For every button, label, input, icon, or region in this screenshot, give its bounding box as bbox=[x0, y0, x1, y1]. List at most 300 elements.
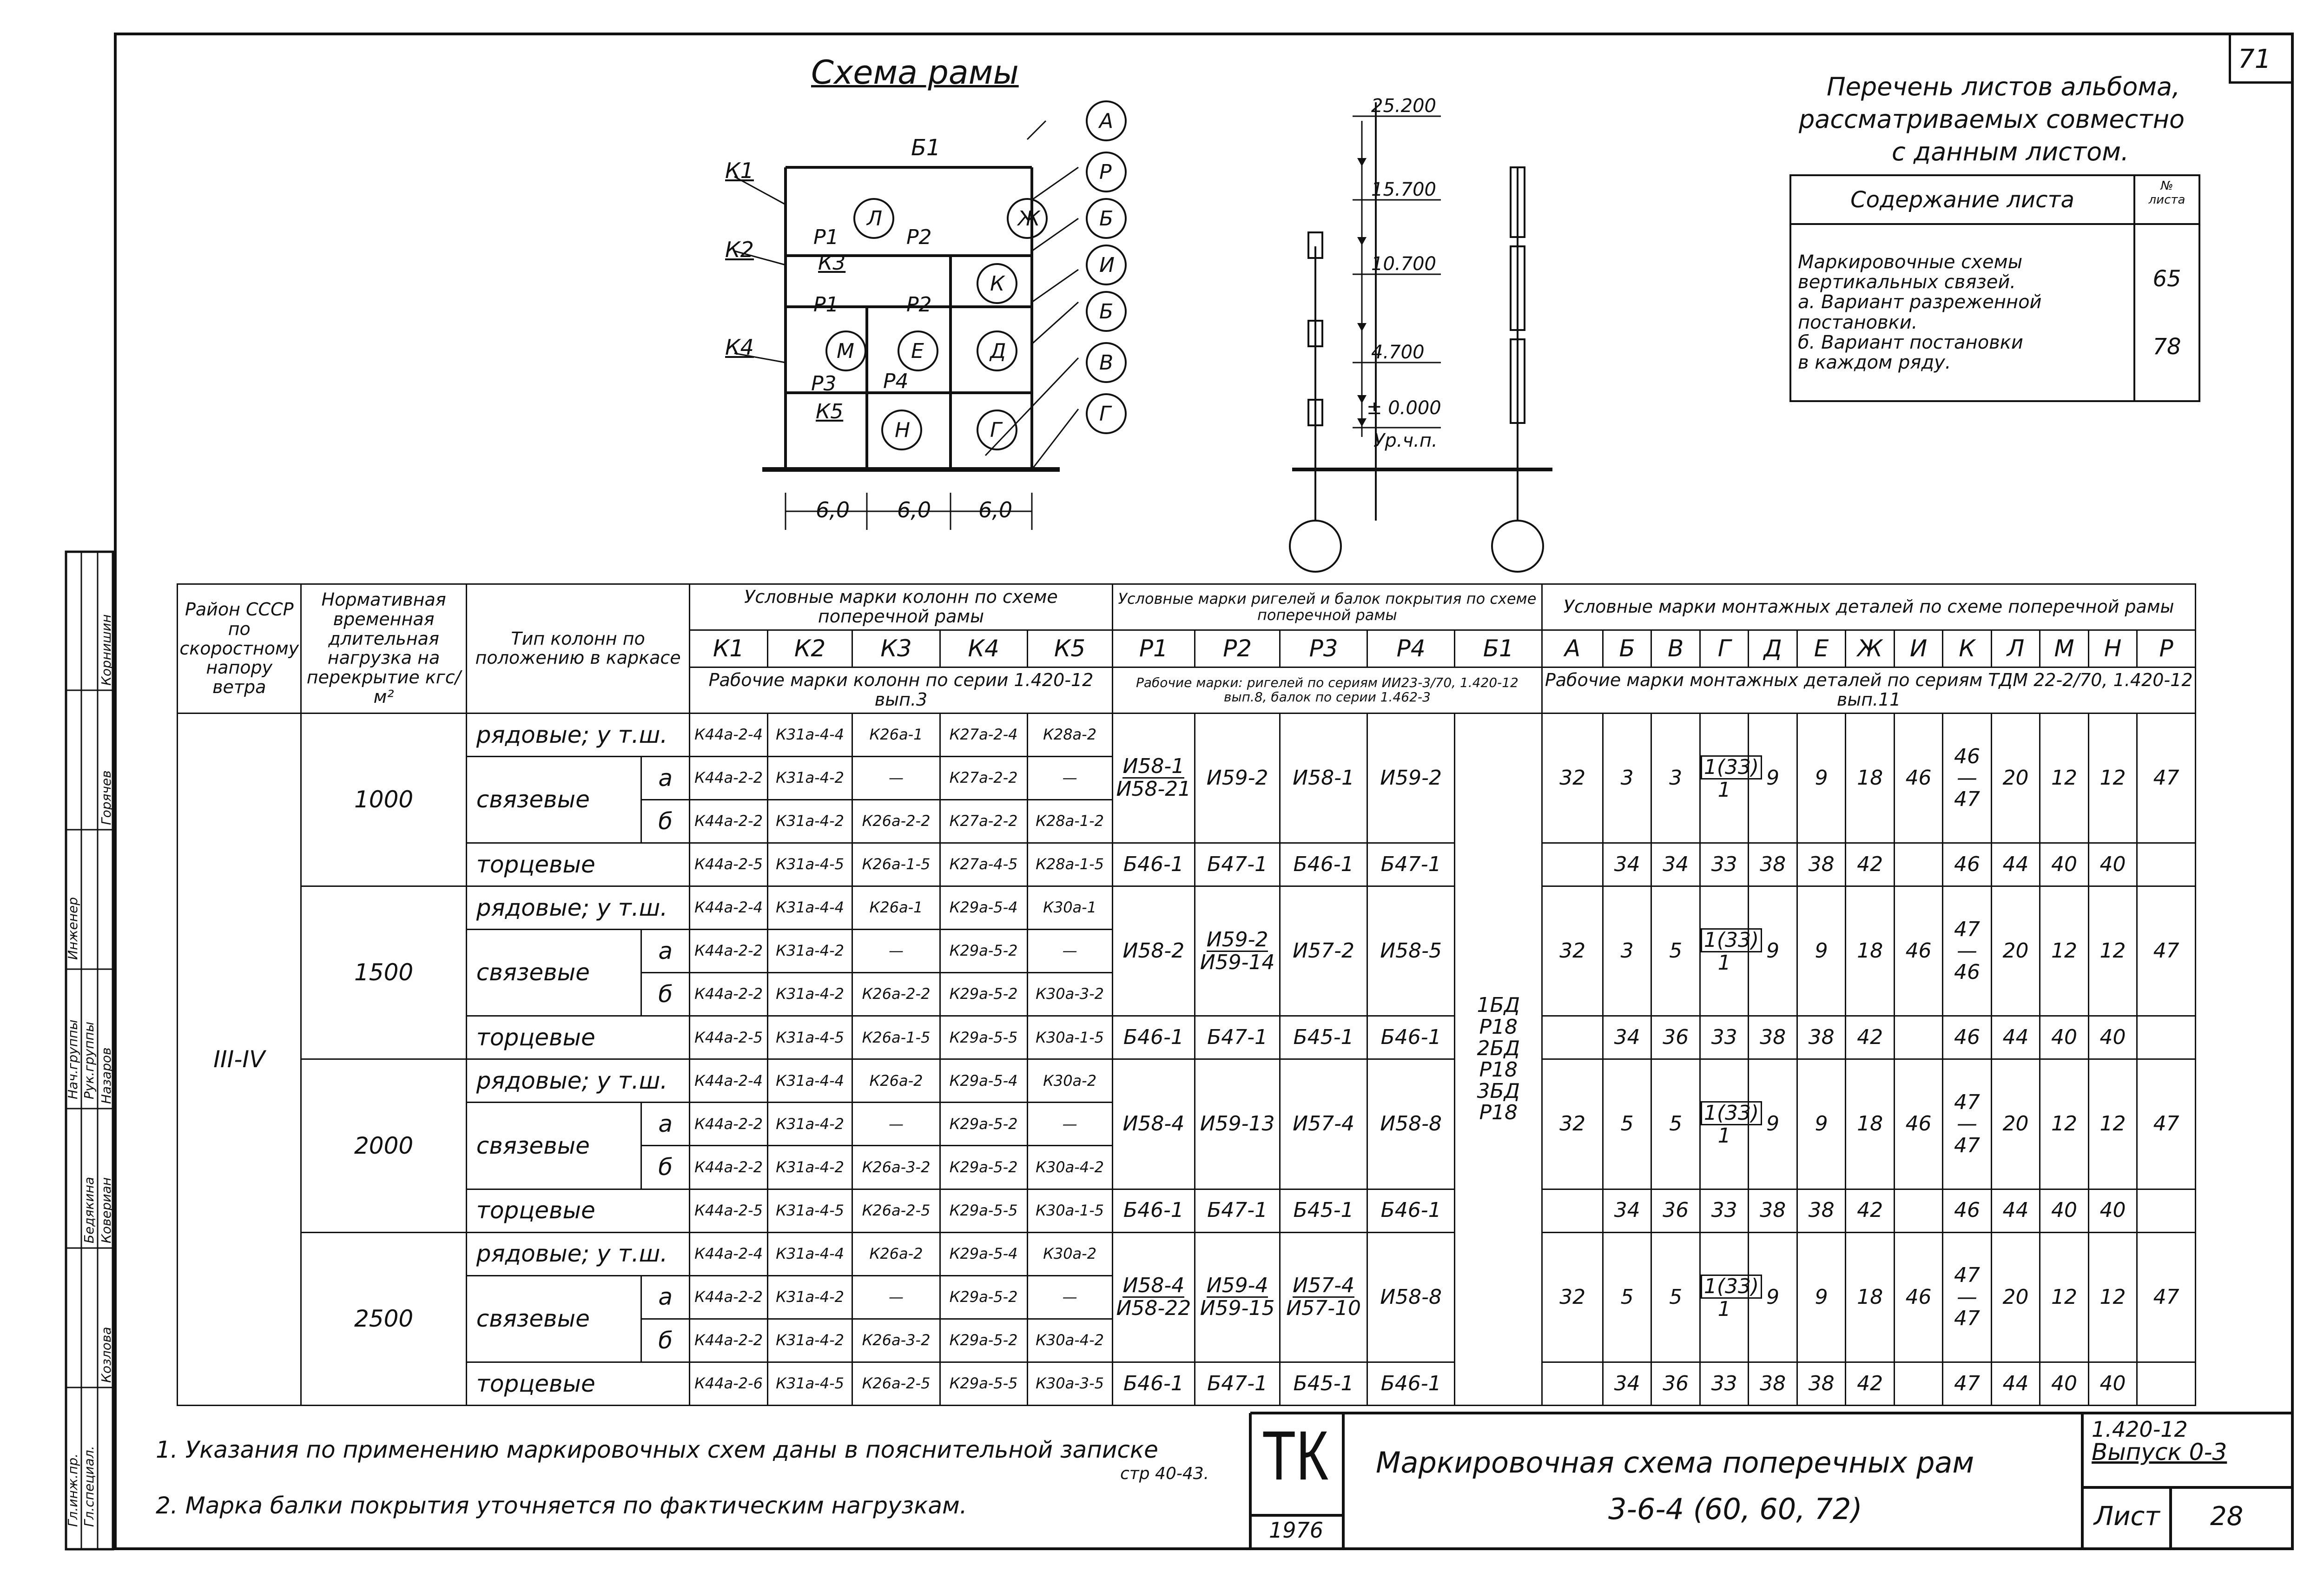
column-mark-tie-b: К26а-2-2 bbox=[852, 973, 940, 1016]
detail-mark: 32 bbox=[1542, 1059, 1603, 1189]
header-bar-mark: Р1 bbox=[1112, 630, 1195, 667]
column-mark-tie-a: К44а-2-2 bbox=[690, 930, 767, 973]
header-bar-mark: Р2 bbox=[1195, 630, 1280, 667]
column-mark-tie-b: К30а-4-2 bbox=[1027, 1319, 1112, 1362]
detail-mark-end: 38 bbox=[1797, 1362, 1845, 1405]
crossbar-mark-bottom: И58-22 bbox=[1116, 1296, 1191, 1321]
crossbar-mark-bottom: И59-14 bbox=[1200, 950, 1275, 974]
column-mark-tie-b: К29а-5-2 bbox=[940, 1319, 1027, 1362]
related-sheet-a: 65 bbox=[2152, 265, 2181, 292]
side-name-4: Ковериан bbox=[99, 1177, 114, 1243]
detail-mark-end: 40 bbox=[2040, 1189, 2088, 1232]
type-tie: связевые bbox=[466, 930, 641, 1016]
column-mark-end: К44а-2-5 bbox=[690, 1016, 767, 1059]
detail-mark: 9 bbox=[1749, 713, 1797, 843]
detail-mark-end: 38 bbox=[1797, 843, 1845, 886]
crossbar-mark-top: И57-4 bbox=[1293, 1274, 1354, 1298]
header-col-mark: К1 bbox=[690, 630, 767, 667]
column-mark-end: К29а-5-5 bbox=[940, 1362, 1027, 1405]
column-mark-end: К44а-2-5 bbox=[690, 1189, 767, 1232]
detail-mark-k bbox=[1943, 713, 1991, 843]
crossbar-mark-top: И57-2 bbox=[1293, 939, 1354, 963]
detail-mark-g bbox=[1700, 713, 1759, 843]
detail-mark-end bbox=[1894, 1189, 1942, 1232]
detail-mark: 47 bbox=[2137, 886, 2196, 1016]
scheme-r1-upper: Р1 bbox=[813, 225, 839, 249]
crossbar-mark-top: И58-1 bbox=[1122, 754, 1185, 779]
crossbar-mark-top: И59-4 bbox=[1206, 1274, 1268, 1298]
column-mark-row: К29а-5-4 bbox=[940, 1232, 1027, 1275]
column-mark-tie-a: — bbox=[1027, 1275, 1112, 1319]
detail-mark: 47 bbox=[2137, 1059, 2196, 1189]
level-4700: 4.700 bbox=[1371, 342, 1425, 363]
detail-mark-end: 38 bbox=[1749, 1189, 1797, 1232]
stamp-sheet-label: Лист bbox=[2094, 1501, 2160, 1532]
column-mark-tie-b: К31а-4-2 bbox=[767, 799, 852, 843]
header-detail-mark: Е bbox=[1797, 630, 1845, 667]
type-tie-b: б bbox=[641, 1146, 689, 1189]
crossbar-mark bbox=[1367, 1059, 1455, 1189]
scheme-k1: К1 bbox=[725, 158, 754, 183]
related-row-line-2: вертикальных связей. bbox=[1798, 271, 2016, 293]
type-row: рядовые; у т.ш. bbox=[466, 886, 690, 930]
column-mark-end: К29а-5-5 bbox=[940, 1189, 1027, 1232]
crossbar-mark bbox=[1195, 1232, 1280, 1362]
column-mark-tie-b: К26а-2-2 bbox=[852, 799, 940, 843]
stamp-issue: Выпуск 0-3 bbox=[2092, 1439, 2227, 1466]
detail-k-mid: — bbox=[1957, 766, 1978, 790]
detail-mark: 12 bbox=[2088, 1232, 2137, 1362]
detail-mark-end: 46 bbox=[1943, 1189, 1991, 1232]
load-cell: 2500 bbox=[301, 1232, 466, 1405]
column-mark-end: К31а-4-5 bbox=[767, 1016, 852, 1059]
crossbar-mark-end: Б47-1 bbox=[1195, 1016, 1280, 1059]
crossbar-mark bbox=[1280, 1232, 1367, 1362]
related-title-3: с данным листом. bbox=[1892, 137, 2129, 166]
detail-mark-end: 33 bbox=[1700, 1016, 1748, 1059]
column-mark-end: К31а-4-5 bbox=[767, 843, 852, 886]
note-2: 2. Марка балки покрытия уточняется по фактическим нагрузкам. bbox=[156, 1492, 967, 1519]
detail-mark: 18 bbox=[1846, 713, 1894, 843]
column-mark-end: К29а-5-5 bbox=[940, 1016, 1027, 1059]
detail-mark-end: 42 bbox=[1846, 1016, 1894, 1059]
callout-a: А bbox=[1099, 109, 1114, 133]
column-mark-tie-a: К29а-5-2 bbox=[940, 1275, 1027, 1319]
crossbar-mark bbox=[1112, 1059, 1195, 1189]
column-mark-tie-a: — bbox=[852, 1275, 940, 1319]
related-header-no: № листа bbox=[2134, 175, 2199, 224]
related-header-content: Содержание листа bbox=[1790, 175, 2134, 224]
node-k: К bbox=[990, 272, 1005, 296]
scheme-title: Схема рамы bbox=[811, 53, 1019, 92]
detail-mark: 18 bbox=[1846, 1232, 1894, 1362]
crossbar-mark-end: Б46-1 bbox=[1112, 1362, 1195, 1405]
column-mark-tie-a: К31а-4-2 bbox=[767, 1275, 852, 1319]
detail-mark: 12 bbox=[2088, 886, 2137, 1016]
stamp-series: 1.420-12 bbox=[2092, 1417, 2188, 1442]
column-mark-tie-b: К44а-2-2 bbox=[690, 1146, 767, 1189]
detail-mark: 20 bbox=[1991, 1059, 2040, 1189]
crossbar-mark-bottom: И58-21 bbox=[1116, 777, 1191, 801]
detail-mark: 3 bbox=[1603, 713, 1651, 843]
column-mark-tie-b: К44а-2-2 bbox=[690, 799, 767, 843]
detail-mark: 9 bbox=[1797, 1232, 1845, 1362]
detail-mark-end: 42 bbox=[1846, 1189, 1894, 1232]
detail-mark: 9 bbox=[1749, 1232, 1797, 1362]
column-mark-row: К26а-2 bbox=[852, 1232, 940, 1275]
header-detail-mark: И bbox=[1894, 630, 1942, 667]
crossbar-mark-bottom: И57-10 bbox=[1286, 1296, 1361, 1321]
detail-mark-end: 44 bbox=[1991, 1189, 2040, 1232]
side-role-2: Гл.специал. bbox=[81, 1446, 97, 1527]
detail-mark: 5 bbox=[1651, 886, 1700, 1016]
detail-mark-g bbox=[1700, 1059, 1759, 1189]
column-mark-row: К31а-4-4 bbox=[767, 886, 852, 930]
detail-mark-end: 40 bbox=[2040, 843, 2088, 886]
detail-k-mid: — bbox=[1957, 1285, 1978, 1309]
node-e: Е bbox=[911, 339, 924, 363]
column-mark-tie-b: К29а-5-2 bbox=[940, 973, 1027, 1016]
column-mark-tie-a: — bbox=[1027, 1103, 1112, 1146]
column-mark-row: К28а-2 bbox=[1027, 713, 1112, 756]
detail-mark-end: 40 bbox=[2040, 1362, 2088, 1405]
detail-k-top: 47 bbox=[1954, 917, 1981, 941]
detail-mark: 18 bbox=[1846, 886, 1894, 1016]
crossbar-mark-bottom: И59-15 bbox=[1200, 1296, 1275, 1321]
crossbar-mark-top: И58-4 bbox=[1122, 1274, 1185, 1298]
crossbar-mark-end: Б46-1 bbox=[1367, 1016, 1455, 1059]
stamp-sheet-no: 28 bbox=[2210, 1501, 2244, 1532]
column-mark-end: К44а-2-6 bbox=[690, 1362, 767, 1405]
column-mark-row: К30а-2 bbox=[1027, 1059, 1112, 1103]
scheme-r4: Р4 bbox=[883, 370, 909, 393]
crossbar-mark bbox=[1195, 886, 1280, 1016]
detail-g-value: 1 bbox=[1717, 951, 1731, 975]
crossbar-mark-top: И59-2 bbox=[1380, 766, 1442, 790]
type-tie: связевые bbox=[466, 1103, 641, 1189]
detail-mark-end: 40 bbox=[2088, 1016, 2137, 1059]
detail-mark: 5 bbox=[1651, 1232, 1700, 1362]
detail-mark-end: 36 bbox=[1651, 1362, 1700, 1405]
detail-mark-end: 42 bbox=[1846, 843, 1894, 886]
crossbar-mark-end: Б47-1 bbox=[1195, 1362, 1280, 1405]
level-25200: 25.200 bbox=[1371, 95, 1436, 117]
crossbar-mark-top: И58-4 bbox=[1122, 1112, 1185, 1136]
detail-mark: 32 bbox=[1542, 1232, 1603, 1362]
detail-mark-end: 34 bbox=[1603, 1362, 1651, 1405]
header-detail-mark: М bbox=[2040, 630, 2088, 667]
header-column-type: Тип колонн по положению в каркасе bbox=[466, 584, 690, 713]
scheme-beam-b1: Б1 bbox=[911, 135, 941, 161]
column-mark-row: К27а-2-4 bbox=[940, 713, 1027, 756]
column-mark-tie-a: — bbox=[1027, 930, 1112, 973]
type-tie-a: а bbox=[641, 756, 689, 799]
detail-mark: 9 bbox=[1749, 1059, 1797, 1189]
frame-scheme bbox=[706, 84, 1195, 548]
column-mark-tie-a: — bbox=[1027, 756, 1112, 799]
side-role-5: Инженер bbox=[65, 897, 80, 960]
scheme-span-3: 6,0 bbox=[978, 497, 1013, 522]
header-column-marks: Условные марки колонн по схеме поперечной рамы bbox=[690, 584, 1112, 630]
header-col-mark: К5 bbox=[1027, 630, 1112, 667]
detail-mark-end: 34 bbox=[1603, 843, 1651, 886]
detail-mark: 9 bbox=[1797, 886, 1845, 1016]
type-row: рядовые; у т.ш. bbox=[466, 1059, 690, 1103]
scheme-k3: К3 bbox=[818, 251, 846, 275]
detail-k-top: 47 bbox=[1954, 1263, 1981, 1288]
detail-mark: 3 bbox=[1603, 886, 1651, 1016]
related-row-line-5: б. Вариант постановки bbox=[1798, 331, 2023, 353]
column-mark-tie-a: — bbox=[852, 1103, 940, 1146]
scheme-span-1: 6,0 bbox=[816, 497, 850, 522]
type-tie-b: б bbox=[641, 799, 689, 843]
beam-b1-mark: 1БД Р18 bbox=[1477, 993, 1520, 1039]
column-mark-end: К31а-4-5 bbox=[767, 1362, 852, 1405]
crossbar-mark bbox=[1280, 886, 1367, 1016]
crossbar-mark bbox=[1112, 1232, 1195, 1362]
detail-mark: 3 bbox=[1651, 713, 1700, 843]
column-mark-end: К28а-1-5 bbox=[1027, 843, 1112, 886]
related-row-line-1: Маркировочные схемы bbox=[1798, 251, 2023, 273]
detail-mark: 5 bbox=[1603, 1232, 1651, 1362]
detail-mark-end: 34 bbox=[1651, 843, 1700, 886]
type-end: торцевые bbox=[466, 1362, 690, 1405]
header-detail-mark: Ж bbox=[1846, 630, 1894, 667]
detail-mark-end: 34 bbox=[1603, 1016, 1651, 1059]
detail-mark-end: 38 bbox=[1797, 1189, 1845, 1232]
detail-mark-end bbox=[2137, 1189, 2196, 1232]
detail-mark-k bbox=[1943, 886, 1991, 1016]
column-mark-tie-a: К44а-2-2 bbox=[690, 1275, 767, 1319]
detail-mark-end: 38 bbox=[1749, 1362, 1797, 1405]
node-l: Л bbox=[867, 207, 883, 231]
detail-mark: 20 bbox=[1991, 713, 2040, 843]
region-cell: III-IV bbox=[178, 713, 301, 1405]
header-bar-mark: Р4 bbox=[1367, 630, 1455, 667]
header-col-mark: К4 bbox=[940, 630, 1027, 667]
column-mark-end: К26а-1-5 bbox=[852, 1016, 940, 1059]
side-role-3: Нач.группы bbox=[65, 1019, 80, 1099]
column-mark-row: К26а-2 bbox=[852, 1059, 940, 1103]
node-zh: Ж bbox=[1018, 207, 1040, 231]
header-detail-mark: Р bbox=[2137, 630, 2196, 667]
side-signature-block bbox=[65, 551, 114, 1550]
detail-mark-end: 33 bbox=[1700, 1189, 1748, 1232]
page-number: 71 bbox=[2238, 44, 2271, 74]
detail-mark: 46 bbox=[1894, 1232, 1942, 1362]
ground-label: Ур.ч.п. bbox=[1373, 430, 1438, 451]
load-cell: 1000 bbox=[301, 713, 466, 886]
header-load: Нормативная временная длительная нагрузка на перекрытие кгс/м² bbox=[301, 584, 466, 713]
node-d: Д bbox=[990, 339, 1006, 363]
crossbar-mark-end: Б46-1 bbox=[1367, 1362, 1455, 1405]
header-detail-mark: В bbox=[1651, 630, 1700, 667]
stamp-title-1: Маркировочная схема поперечных рам bbox=[1376, 1446, 1974, 1480]
detail-mark: 32 bbox=[1542, 713, 1603, 843]
header-bar-mark: Р3 bbox=[1280, 630, 1367, 667]
column-mark-tie-a: К31а-4-2 bbox=[767, 1103, 852, 1146]
side-name-3: Назаров bbox=[99, 1047, 114, 1104]
crossbar-mark-end: Б45-1 bbox=[1280, 1362, 1367, 1405]
detail-mark-end: 36 bbox=[1651, 1189, 1700, 1232]
column-mark-tie-a: — bbox=[852, 756, 940, 799]
detail-mark: 12 bbox=[2040, 886, 2088, 1016]
stamp-title-2: 3-6-4 (60, 60, 72) bbox=[1608, 1492, 1862, 1526]
column-mark-end: К30а-1-5 bbox=[1027, 1016, 1112, 1059]
detail-mark: 5 bbox=[1603, 1059, 1651, 1189]
crossbar-mark-end: Б46-1 bbox=[1280, 843, 1367, 886]
crossbar-mark-top: И58-8 bbox=[1380, 1112, 1442, 1136]
node-g: Г bbox=[990, 418, 1002, 442]
column-mark-row: К30а-2 bbox=[1027, 1232, 1112, 1275]
column-mark-tie-b: К44а-2-2 bbox=[690, 1319, 767, 1362]
crossbar-mark-top: И59-2 bbox=[1206, 927, 1268, 951]
related-title-2: рассматриваемых совместно bbox=[1799, 105, 2185, 134]
detail-mark-end bbox=[1542, 1189, 1603, 1232]
crossbar-mark-end: Б46-1 bbox=[1112, 1189, 1195, 1232]
crossbar-mark bbox=[1280, 713, 1367, 843]
detail-mark-end bbox=[2137, 1362, 2196, 1405]
header-detail-mark: Г bbox=[1700, 630, 1748, 667]
side-name-6: Козлова bbox=[99, 1327, 114, 1383]
column-mark-tie-b: К29а-5-2 bbox=[940, 1146, 1027, 1189]
detail-mark-end bbox=[1894, 1016, 1942, 1059]
type-end: торцевые bbox=[466, 1189, 690, 1232]
detail-mark: 5 bbox=[1651, 1059, 1700, 1189]
related-sheets-table bbox=[1789, 174, 2200, 402]
column-mark-end: К26а-2-5 bbox=[852, 1189, 940, 1232]
detail-mark-end: 44 bbox=[1991, 1362, 2040, 1405]
type-tie-b: б bbox=[641, 973, 689, 1016]
detail-mark: 46 bbox=[1894, 713, 1942, 843]
crossbar-mark bbox=[1367, 886, 1455, 1016]
crossbar-mark bbox=[1280, 1059, 1367, 1189]
detail-mark: 47 bbox=[2137, 1232, 2196, 1362]
detail-mark-k bbox=[1943, 1059, 1991, 1189]
crossbar-mark-end: Б45-1 bbox=[1280, 1189, 1367, 1232]
detail-k-top: 46 bbox=[1954, 744, 1981, 768]
detail-mark-end: 44 bbox=[1991, 843, 2040, 886]
related-row-text bbox=[1790, 224, 2134, 401]
detail-mark-end: 33 bbox=[1700, 1362, 1748, 1405]
detail-mark: 46 bbox=[1894, 1059, 1942, 1189]
column-mark-row: К31а-4-4 bbox=[767, 1059, 852, 1103]
column-mark-end: К27а-4-5 bbox=[940, 843, 1027, 886]
detail-mark: 12 bbox=[2040, 1232, 2088, 1362]
column-mark-tie-b: К26а-3-2 bbox=[852, 1146, 940, 1189]
detail-mark-g bbox=[1700, 1232, 1759, 1362]
note-1-page: стр 40-43. bbox=[1120, 1464, 1209, 1483]
type-row: рядовые; у т.ш. bbox=[466, 1232, 690, 1275]
crossbar-mark bbox=[1195, 713, 1280, 843]
stamp-org: ТК bbox=[1262, 1416, 1329, 1494]
detail-mark: 32 bbox=[1542, 886, 1603, 1016]
detail-mark: 12 bbox=[2040, 1059, 2088, 1189]
column-mark-tie-b: К44а-2-2 bbox=[690, 973, 767, 1016]
column-mark-tie-b: К28а-1-2 bbox=[1027, 799, 1112, 843]
level-15700: 15.700 bbox=[1371, 179, 1436, 200]
detail-mark-end: 46 bbox=[1943, 1016, 1991, 1059]
detail-mark-end: 47 bbox=[1943, 1362, 1991, 1405]
column-mark-row: К44а-2-4 bbox=[690, 1232, 767, 1275]
crossbar-mark-end: Б46-1 bbox=[1112, 1016, 1195, 1059]
detail-mark-end: 46 bbox=[1943, 843, 1991, 886]
header-detail-mark: Д bbox=[1749, 630, 1797, 667]
note-1: 1. Указания по применению маркировочных схем даны в пояснительной записке bbox=[156, 1436, 1158, 1463]
column-mark-row: К44а-2-4 bbox=[690, 886, 767, 930]
header-crossbar-marks: Условные марки ригелей и балок покрытия по схеме поперечной рамы bbox=[1112, 584, 1542, 630]
related-sheet-b: 78 bbox=[2152, 333, 2181, 360]
column-mark-tie-a: К31а-4-2 bbox=[767, 756, 852, 799]
detail-k-mid: — bbox=[1957, 939, 1978, 963]
detail-mark: 12 bbox=[2040, 713, 2088, 843]
detail-mark: 47 bbox=[2137, 713, 2196, 843]
header-detail-mark: Л bbox=[1991, 630, 2040, 667]
type-tie: связевые bbox=[466, 1275, 641, 1362]
level-zero: ± 0.000 bbox=[1367, 397, 1441, 419]
detail-mark-end bbox=[1542, 1362, 1603, 1405]
related-row-line-6: в каждом ряду. bbox=[1798, 351, 1951, 373]
header-det-work: Рабочие марки монтажных деталей по сериям ТДМ 22-2/70, 1.420-12 вып.11 bbox=[1542, 667, 2196, 713]
detail-mark-end: 38 bbox=[1797, 1016, 1845, 1059]
crossbar-mark bbox=[1367, 713, 1455, 843]
related-title-1: Перечень листов альбома, bbox=[1827, 72, 2180, 101]
related-row-line-3: а. Вариант разреженной bbox=[1798, 291, 2042, 313]
column-mark-row: К29а-5-4 bbox=[940, 886, 1027, 930]
column-mark-end: К26а-2-5 bbox=[852, 1362, 940, 1405]
scheme-k4: К4 bbox=[725, 335, 754, 360]
crossbar-mark-top: И58-8 bbox=[1380, 1285, 1442, 1309]
section-view bbox=[1264, 102, 1590, 576]
crossbar-mark-end: Б45-1 bbox=[1280, 1016, 1367, 1059]
side-role-1: Гл.инж.пр. bbox=[65, 1453, 80, 1527]
detail-g-value: 1 bbox=[1717, 1297, 1731, 1321]
scheme-span-2: 6,0 bbox=[897, 497, 931, 522]
detail-k-mid: — bbox=[1957, 1112, 1978, 1136]
detail-mark: 12 bbox=[2088, 713, 2137, 843]
column-mark-end: К30а-1-5 bbox=[1027, 1189, 1112, 1232]
detail-g-value: 1 bbox=[1717, 778, 1731, 802]
callout-b2: Б bbox=[1099, 300, 1114, 324]
scheme-r3: Р3 bbox=[811, 372, 837, 396]
column-mark-row: К26а-1 bbox=[852, 886, 940, 930]
beam-b1-mark: 2БД Р18 bbox=[1477, 1036, 1520, 1082]
header-detail-mark: Б bbox=[1603, 630, 1651, 667]
column-mark-tie-b: К31а-4-2 bbox=[767, 1319, 852, 1362]
crossbar-mark-top: И58-5 bbox=[1380, 939, 1442, 963]
type-tie-b: б bbox=[641, 1319, 689, 1362]
column-mark-tie-b: К31а-4-2 bbox=[767, 1146, 852, 1189]
detail-g-value: 1 bbox=[1717, 1124, 1731, 1148]
header-bars-work: Рабочие марки: ригелей по сериям ИИ23-3/70, 1.420-12 вып.8, балок по серии 1.462-3 bbox=[1112, 667, 1542, 713]
crossbar-mark-end: Б46-1 bbox=[1112, 843, 1195, 886]
marking-table bbox=[177, 583, 2196, 1406]
column-mark-row: К31а-4-4 bbox=[767, 713, 852, 756]
scheme-k2: К2 bbox=[725, 237, 754, 262]
detail-mark: 20 bbox=[1991, 1232, 2040, 1362]
column-mark-tie-b: К26а-3-2 bbox=[852, 1319, 940, 1362]
column-mark-tie-a: К27а-2-2 bbox=[940, 756, 1027, 799]
scheme-r2-lower: Р2 bbox=[906, 293, 932, 317]
side-name-2: Горячев bbox=[99, 770, 114, 825]
detail-g-top: 1(33) bbox=[1701, 1275, 1762, 1299]
header-detail-mark: К bbox=[1943, 630, 1991, 667]
detail-mark: 9 bbox=[1797, 1059, 1845, 1189]
column-mark-tie-b: К30а-4-2 bbox=[1027, 1146, 1112, 1189]
column-mark-tie-a: К44а-2-2 bbox=[690, 1103, 767, 1146]
column-mark-row: К44а-2-4 bbox=[690, 713, 767, 756]
detail-mark: 12 bbox=[2088, 1059, 2137, 1189]
